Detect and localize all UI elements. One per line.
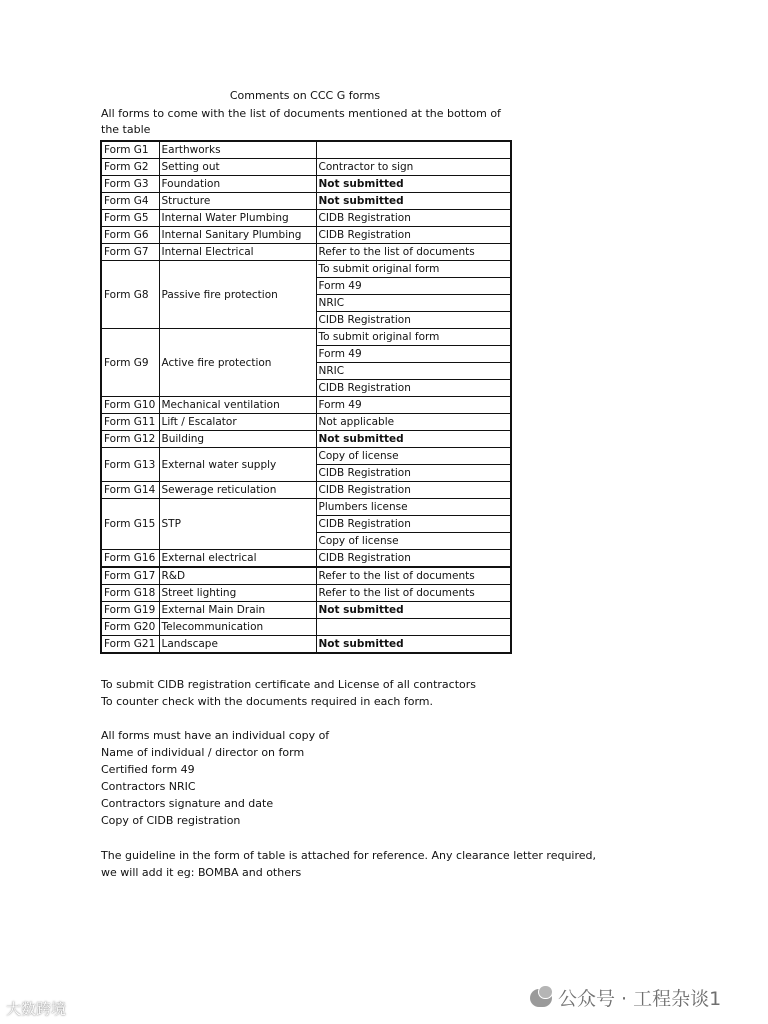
form-code-cell: Form G13 — [101, 448, 159, 482]
form-code-cell: Form G14 — [101, 482, 159, 499]
form-code-cell: Form G8 — [101, 261, 159, 329]
note-line: To counter check with the documents required in each form. — [101, 695, 433, 708]
form-code-cell: Form G2 — [101, 159, 159, 176]
table-row — [101, 227, 511, 244]
table-row — [101, 193, 511, 210]
form-code-cell: Form G4 — [101, 193, 159, 210]
comment-cell: To submit original form — [316, 261, 511, 278]
table-row — [101, 567, 511, 585]
form-description-cell: Structure — [159, 193, 316, 210]
table-row — [101, 585, 511, 602]
note-line: All forms must have an individual copy of — [101, 729, 330, 742]
table-row — [101, 210, 511, 227]
comment-cell: Not applicable — [316, 414, 511, 431]
comment-cell: Not submitted — [316, 431, 511, 448]
form-code-cell: Form G10 — [101, 397, 159, 414]
form-description-cell: Sewerage reticulation — [159, 482, 316, 499]
note-line: Certified form 49 — [101, 763, 195, 776]
table-row — [101, 431, 511, 448]
form-code-cell: Form G18 — [101, 585, 159, 602]
form-description-cell: Active fire protection — [159, 329, 316, 397]
form-description-cell: Street lighting — [159, 585, 316, 602]
table-row — [101, 602, 511, 619]
corner-watermark: 大数跨境 — [6, 1000, 67, 1018]
comment-cell: Copy of license — [316, 448, 511, 465]
form-code-cell: Form G6 — [101, 227, 159, 244]
comment-cell: Refer to the list of documents — [316, 567, 511, 585]
form-description-cell: Internal Sanitary Plumbing — [159, 227, 316, 244]
comment-cell: CIDB Registration — [316, 380, 511, 397]
form-description-cell: R&D — [159, 567, 316, 585]
comment-cell: Refer to the list of documents — [316, 585, 511, 602]
form-code-cell: Form G20 — [101, 619, 159, 636]
note-line: Contractors NRIC — [101, 780, 196, 793]
comment-cell: CIDB Registration — [316, 550, 511, 568]
form-code-cell: Form G5 — [101, 210, 159, 227]
comment-cell — [316, 141, 511, 159]
forms-table — [100, 140, 512, 654]
table-row — [101, 619, 511, 636]
form-description-cell: Internal Electrical — [159, 244, 316, 261]
comment-cell — [316, 619, 511, 636]
table-row — [101, 550, 511, 568]
comment-cell: CIDB Registration — [316, 312, 511, 329]
form-code-cell: Form G15 — [101, 499, 159, 550]
comment-cell: Plumbers license — [316, 499, 511, 516]
form-code-cell: Form G21 — [101, 636, 159, 654]
form-description-cell: Telecommunication — [159, 619, 316, 636]
comment-cell: Copy of license — [316, 533, 511, 550]
comment-cell: Form 49 — [316, 278, 511, 295]
notes-submission — [101, 676, 621, 710]
table-row — [101, 261, 511, 278]
wechat-icon — [530, 989, 552, 1007]
form-description-cell: External Main Drain — [159, 602, 316, 619]
form-description-cell: Mechanical ventilation — [159, 397, 316, 414]
table-row — [101, 499, 511, 516]
comment-cell: Not submitted — [316, 193, 511, 210]
comment-cell: CIDB Registration — [316, 482, 511, 499]
table-row — [101, 397, 511, 414]
table-row — [101, 482, 511, 499]
note-line: Copy of CIDB registration — [101, 814, 241, 827]
comment-cell: To submit original form — [316, 329, 511, 346]
notes-guideline — [101, 847, 621, 881]
comment-cell: Refer to the list of documents — [316, 244, 511, 261]
comment-cell: Form 49 — [316, 346, 511, 363]
watermark-text: 公众号 · 工程杂谈1 — [558, 988, 722, 1010]
form-code-cell: Form G12 — [101, 431, 159, 448]
table-row — [101, 244, 511, 261]
note-line: To submit CIDB registration certificate and License of all contractors — [101, 678, 477, 691]
note-line: The guideline in the form of table is attached for reference. Any clearance letter required, — [101, 849, 597, 862]
form-description-cell: Earthworks — [159, 141, 316, 159]
form-description-cell: Landscape — [159, 636, 316, 654]
comment-cell: Not submitted — [316, 636, 511, 654]
table-row — [101, 329, 511, 346]
comment-cell: Form 49 — [316, 397, 511, 414]
table-row — [101, 141, 511, 159]
form-description-cell: Setting out — [159, 159, 316, 176]
form-code-cell: Form G3 — [101, 176, 159, 193]
form-description-cell: Lift / Escalator — [159, 414, 316, 431]
form-description-cell: External electrical — [159, 550, 316, 568]
comment-cell: NRIC — [316, 363, 511, 380]
table-row — [101, 159, 511, 176]
form-code-cell: Form G19 — [101, 602, 159, 619]
table-row — [101, 636, 511, 654]
form-description-cell: STP — [159, 499, 316, 550]
note-line: Contractors signature and date — [101, 797, 274, 810]
comment-cell: CIDB Registration — [316, 465, 511, 482]
comment-cell: CIDB Registration — [316, 210, 511, 227]
form-code-cell: Form G9 — [101, 329, 159, 397]
document-title: Comments on CCC G forms — [229, 89, 381, 102]
note-line: Name of individual / director on form — [101, 746, 305, 759]
table-row — [101, 414, 511, 431]
comment-cell: Contractor to sign — [316, 159, 511, 176]
form-description-cell: Building — [159, 431, 316, 448]
form-code-cell: Form G17 — [101, 567, 159, 585]
table-row — [101, 176, 511, 193]
comment-cell: Not submitted — [316, 602, 511, 619]
comment-cell: NRIC — [316, 295, 511, 312]
intro-text: All forms to come with the list of documents mentioned at the bottom of the table — [101, 107, 501, 136]
form-code-cell: Form G11 — [101, 414, 159, 431]
wechat-watermark — [530, 984, 721, 1011]
form-code-cell: Form G1 — [101, 141, 159, 159]
comment-cell: CIDB Registration — [316, 227, 511, 244]
form-code-cell: Form G7 — [101, 244, 159, 261]
form-description-cell: Passive fire protection — [159, 261, 316, 329]
form-description-cell: External water supply — [159, 448, 316, 482]
comment-cell: Not submitted — [316, 176, 511, 193]
note-line: we will add it eg: BOMBA and others — [101, 866, 302, 879]
form-code-cell: Form G16 — [101, 550, 159, 568]
notes-requirements — [101, 727, 621, 829]
comment-cell: CIDB Registration — [316, 516, 511, 533]
table-row — [101, 448, 511, 465]
form-description-cell: Internal Water Plumbing — [159, 210, 316, 227]
form-description-cell: Foundation — [159, 176, 316, 193]
